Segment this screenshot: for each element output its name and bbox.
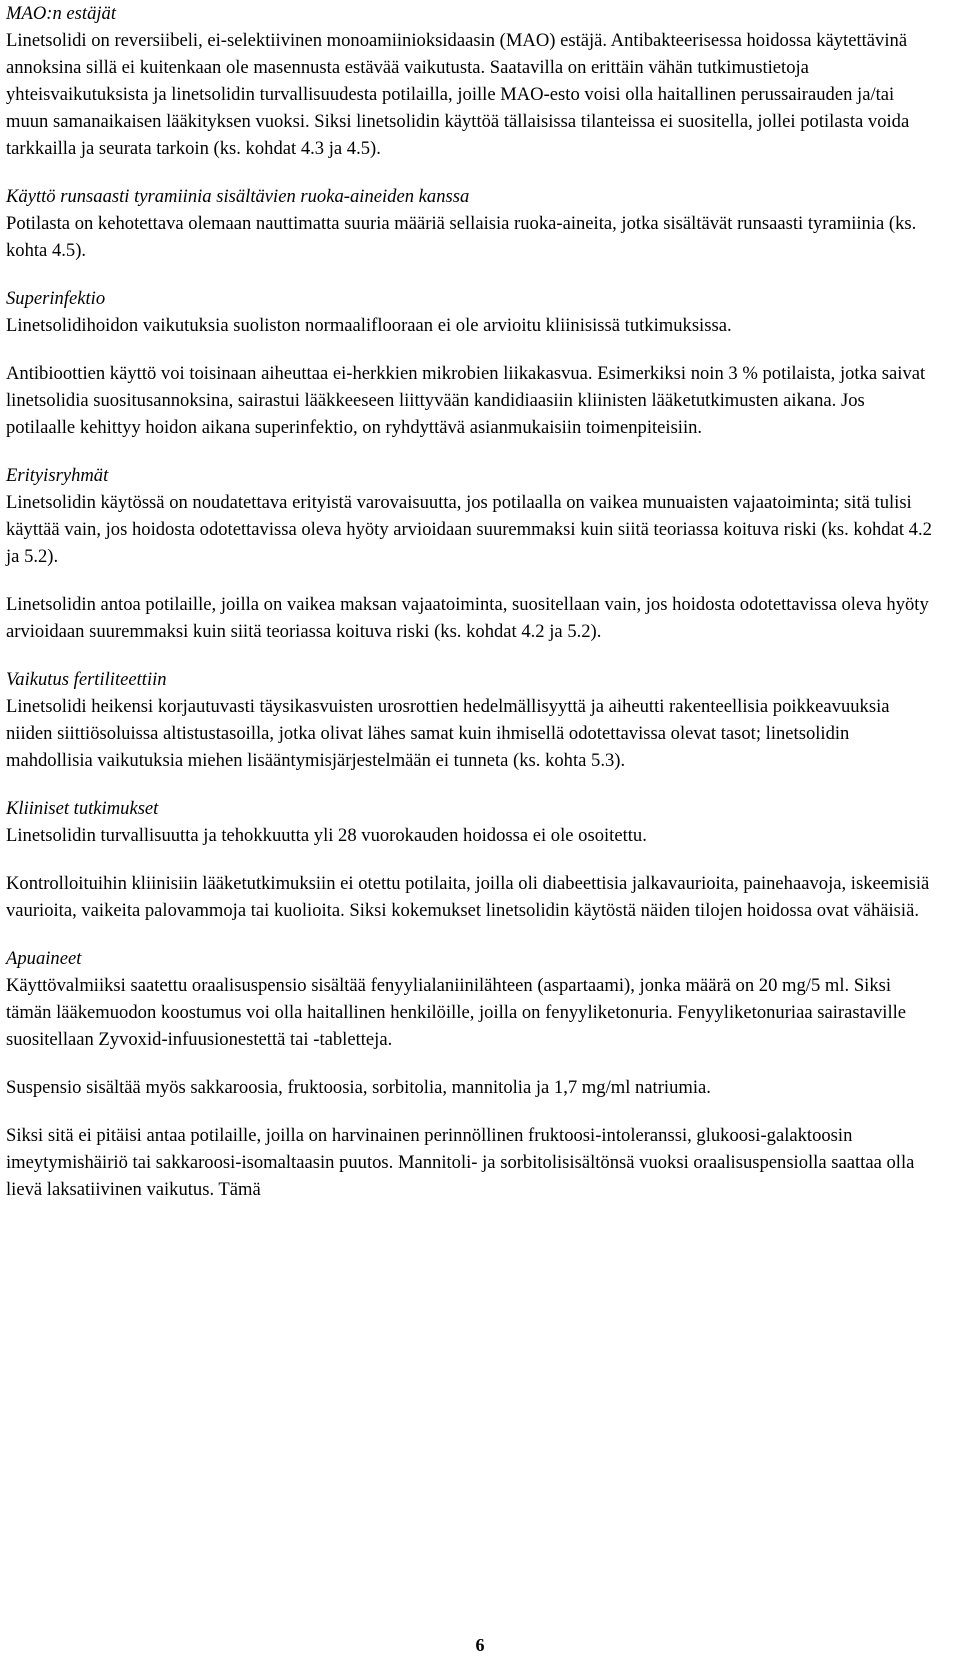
section-heading: Vaikutus fertiliteettiin — [6, 669, 167, 690]
section-superinfection — [6, 285, 936, 441]
section-heading: Erityisryhmät — [6, 465, 109, 486]
paragraph: Potilasta on kehotettava olemaan nauttimatta suuria määriä sellaisia ruoka-aineita, jotka sisältävät runsaasti tyramiinia (ks. kohta 4.5). — [6, 213, 917, 261]
paragraph: Linetsolidin antoa potilaille, joilla on vaikea maksan vajaatoiminta, suositellaan vain, jos hoidosta odotettavissa oleva hyöty arvioidaan suuremmaksi kuin siitä teoriassa koituva riski (ks. kohdat 4.2 ja 5.2). — [6, 594, 929, 642]
section-clinical-trials — [6, 795, 936, 924]
section-mao-inhibitors — [6, 0, 936, 162]
paragraph: Siksi sitä ei pitäisi antaa potilaille, joilla on harvinainen perinnöllinen fruktoosi-intoleranssi, glukoosi-galaktoosin imeytymishäiriö tai sakkaroosi-isomaltaasin puutos. Mannitoli- ja sorbitolisisältönsä vuoksi oraalisuspensiolla saattaa olla lievä laksatiivinen vaikutus. Tämä — [6, 1125, 915, 1200]
section-heading: Käyttö runsaasti tyramiinia sisältävien ruoka-aineiden kanssa — [6, 186, 470, 207]
paragraph: Linetsolidin turvallisuutta ja tehokkuutta yli 28 vuorokauden hoidossa ei ole osoitettu. — [6, 825, 647, 846]
paragraph: Linetsolidin käytössä on noudatettava erityistä varovaisuutta, jos potilaalla on vaikea munuaisten vajaatoiminta; sitä tulisi käyttää vain, jos hoidosta odotettavissa oleva hyöty arvioidaan suuremmaksi kuin siitä teoriassa koituva riski (ks. kohdat 4.2 ja 5.2). — [6, 492, 932, 567]
paragraph: Linetsolidihoidon vaikutuksia suoliston normaaliflooraan ei ole arvioitu kliinisissä tutkimuksissa. — [6, 315, 732, 336]
page-number: 6 — [475, 1635, 485, 1655]
paragraph: Antibioottien käyttö voi toisinaan aiheuttaa ei-herkkien mikrobien liikakasvua. Esimerkiksi noin 3 % potilaista, jotka saivat linetsolidia suositusannoksina, sairastui lääkkeeseen liittyvään kandidiaasiin kliinisten lääketutkimusten aikana. Jos potilaalle kehittyy hoidon aikana superinfektio, on ryhdyttävä asianmukaisiin toimenpiteisiin. — [6, 363, 926, 438]
section-heading: Superinfektio — [6, 288, 106, 309]
paragraph: Linetsolidi on reversiibeli, ei-selektiivinen monoamiinioksidaasin (MAO) estäjä. Antibakteerisessa hoidossa käytettävinä annoksina sillä ei kuitenkaan ole masennusta estävää vaikutusta. Saatavilla on erittäin vähän tutkimustietoja yhteisvaikutuksista ja linetsolidin turvallisuudesta potilailla, joille MAO-esto voisi olla haitallinen perussairauden ja/tai muun samanaikaisen lääkityksen vuoksi. Siksi linetsolidin käyttöä tällaisissa tilanteissa ei suositella, jollei potilasta voida tarkkailla ja seurata tarkoin (ks. kohdat 4.3 ja 4.5). — [6, 30, 910, 159]
section-special-populations — [6, 462, 936, 645]
document-page — [6, 0, 936, 1224]
section-fertility — [6, 666, 936, 774]
paragraph: Kontrolloituihin kliinisiin lääketutkimuksiin ei otettu potilaita, joilla oli diabeettisia jalkavaurioita, painehaavoja, iskeemisiä vaurioita, vaikeita palovammoja tai kuolioita. Siksi kokemukset linetsolidin käytöstä näiden tilojen hoidossa ovat vähäisiä. — [6, 873, 930, 921]
paragraph: Käyttövalmiiksi saatettu oraalisuspensio sisältää fenyylialaniinilähteen (aspartaami), jonka määrä on 20 mg/5 ml. Siksi tämän lääkemuodon koostumus voi olla haitallinen henkilöille, joilla on fenyyliketonuria. Fenyyliketonuriaa sairastaville suositellaan Zyvoxid-infuusionestettä tai -tabletteja. — [6, 975, 907, 1050]
section-heading: MAO:n estäjät — [6, 3, 116, 24]
section-heading: Apuaineet — [6, 948, 82, 969]
section-tyramine — [6, 183, 936, 264]
paragraph: Suspensio sisältää myös sakkaroosia, fruktoosia, sorbitolia, mannitolia ja 1,7 mg/ml natriumia. — [6, 1077, 711, 1098]
section-excipients — [6, 945, 936, 1203]
paragraph: Linetsolidi heikensi korjautuvasti täysikasvuisten urosrottien hedelmällisyyttä ja aiheutti rakenteellisia poikkeavuuksia niiden siittiösoluissa altistustasoilla, jotka olivat lähes samat kuin ihmisellä odotettavissa olevat tasot; linetsolidin mahdollisia vaikutuksia miehen lisääntymisjärjestelmään ei tunneta (ks. kohta 5.3). — [6, 696, 890, 771]
section-heading: Kliiniset tutkimukset — [6, 798, 159, 819]
